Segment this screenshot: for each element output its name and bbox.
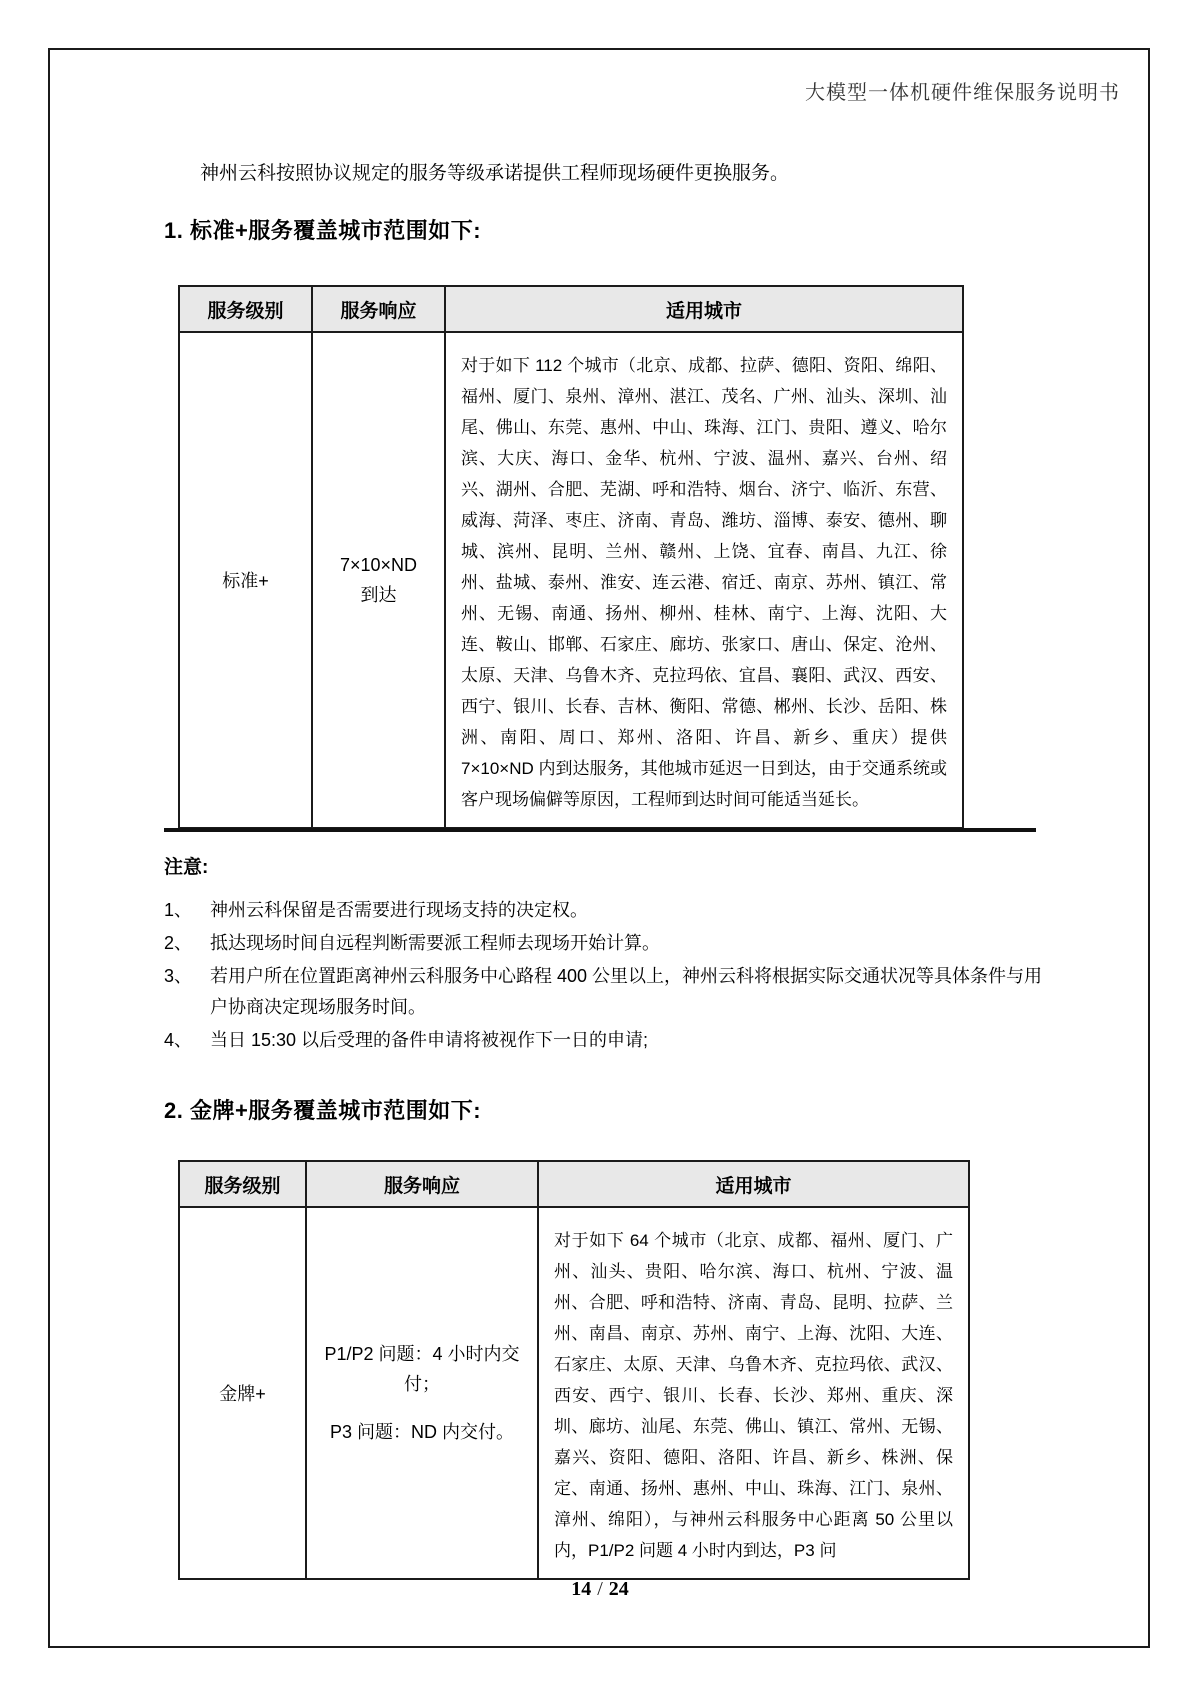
- note-number: 4、: [164, 1030, 193, 1050]
- response-line-1: 7×10×ND: [339, 555, 418, 575]
- response-line-2: 到达: [360, 585, 397, 605]
- note-number: 2、: [164, 933, 193, 953]
- note-text: 神州云科保留是否需要进行现场支持的决定权。: [210, 900, 588, 920]
- note-item-3: [164, 961, 1046, 1023]
- column-header-service-level: 服务级别: [179, 1161, 306, 1207]
- note-number: 3、: [164, 966, 193, 986]
- table-row: [179, 332, 963, 828]
- intro-paragraph: 神州云科按照协议规定的服务等级承诺提供工程师现场硬件更换服务。: [200, 163, 790, 184]
- applicable-cities-cell: 对于如下 64 个城市（北京、成都、福州、厦门、广州、汕头、贵阳、哈尔滨、海口、杭州、宁波、温州、合肥、呼和浩特、济南、青岛、昆明、拉萨、兰州、南昌、南京、苏州、南宁、上海、沈阳、大连、石家庄、太原、天津、乌鲁木齐、克拉玛依、武汉、西安、西宁、银川、长春、长沙、郑州、重庆、深圳、廊坊、汕尾、东莞、佛山、镇江、常州、无锡、嘉兴、资阳、德阳、洛阳、许昌、新乡、株洲、保定、南通、扬州、惠州、中山、珠海、江门、泉州、漳州、绵阳），与神州云科服务中心距离 50 公里以内，P1/P2 问题 4 小时内到达，P3 问: [538, 1207, 969, 1579]
- current-page-number: 14: [571, 1578, 592, 1600]
- notes-label: 注意:: [164, 857, 209, 878]
- gold-service-table: [178, 1160, 970, 1580]
- service-response-cell: [306, 1207, 538, 1579]
- total-page-number: 24: [608, 1578, 629, 1600]
- table-row: [179, 1207, 969, 1579]
- section-divider-rule: [164, 828, 1036, 832]
- column-header-service-response: 服务响应: [312, 286, 445, 332]
- column-header-service-level: 服务级别: [179, 286, 312, 332]
- service-response-cell: [312, 332, 445, 828]
- table-header-row: [179, 286, 963, 332]
- note-number: 1、: [164, 900, 193, 920]
- table-header-row: [179, 1161, 969, 1207]
- notes-block: [164, 852, 1046, 1058]
- column-header-service-response: 服务响应: [306, 1161, 538, 1207]
- applicable-cities-cell: 对于如下 112 个城市（北京、成都、拉萨、德阳、资阳、绵阳、福州、厦门、泉州、漳州、湛江、茂名、广州、汕头、深圳、汕尾、佛山、东莞、惠州、中山、珠海、江门、贵阳、遵义、哈尔滨、大庆、海口、金华、杭州、宁波、温州、嘉兴、台州、绍兴、湖州、合肥、芜湖、呼和浩特、烟台、济宁、临沂、东营、威海、菏泽、枣庄、济南、青岛、潍坊、淄博、泰安、德州、聊城、滨州、昆明、兰州、赣州、上饶、宜春、南昌、九江、徐州、盐城、泰州、淮安、连云港、宿迁、南京、苏州、镇江、常州、无锡、南通、扬州、柳州、桂林、南宁、上海、沈阳、大连、鞍山、邯郸、石家庄、廊坊、张家口、唐山、保定、沧州、太原、天津、乌鲁木齐、克拉玛依、宜昌、襄阳、武汉、西安、西宁、银川、长春、吉林、衡阳、常德、郴州、长沙、岳阳、株洲、南阳、周口、郑州、洛阳、许昌、新乡、重庆）提供 7×10×ND 内到达服务，其他城市延迟一日到达，由于交通系统或客户现场偏僻等原因，工程师到达时间可能适当延长。: [445, 332, 963, 828]
- response-paragraph-1: P1/P2 问题：4 小时内交付；: [324, 1344, 520, 1394]
- service-level-cell: 金牌+: [179, 1207, 306, 1579]
- column-header-applicable-cities: 适用城市: [445, 286, 963, 332]
- response-paragraph-2: P3 问题：ND 内交付。: [329, 1422, 515, 1442]
- service-level-cell: 标准+: [179, 332, 312, 828]
- note-item-4: [164, 1025, 1046, 1056]
- page-footer: [0, 1578, 1200, 1601]
- note-text: 抵达现场时间自远程判断需要派工程师去现场开始计算。: [210, 933, 660, 953]
- note-text: 当日 15:30 以后受理的备件申请将被视作下一日的申请;: [210, 1030, 649, 1050]
- standard-service-table: [178, 285, 964, 829]
- document-header-title: 大模型一体机硬件维保服务说明书: [805, 82, 1120, 104]
- note-item-2: [164, 928, 1046, 959]
- section-heading-gold: 2. 金牌+服务覆盖城市范围如下:: [164, 1098, 482, 1123]
- note-item-1: [164, 895, 1046, 926]
- page-number-separator: /: [597, 1578, 603, 1600]
- column-header-applicable-cities: 适用城市: [538, 1161, 969, 1207]
- section-heading-standard: 1. 标准+服务覆盖城市范围如下:: [164, 218, 482, 243]
- note-text: 若用户所在位置距离神州云科服务中心路程 400 公里以上，神州云科将根据实际交通状况等具体条件与用户协商决定现场服务时间。: [210, 966, 1043, 1017]
